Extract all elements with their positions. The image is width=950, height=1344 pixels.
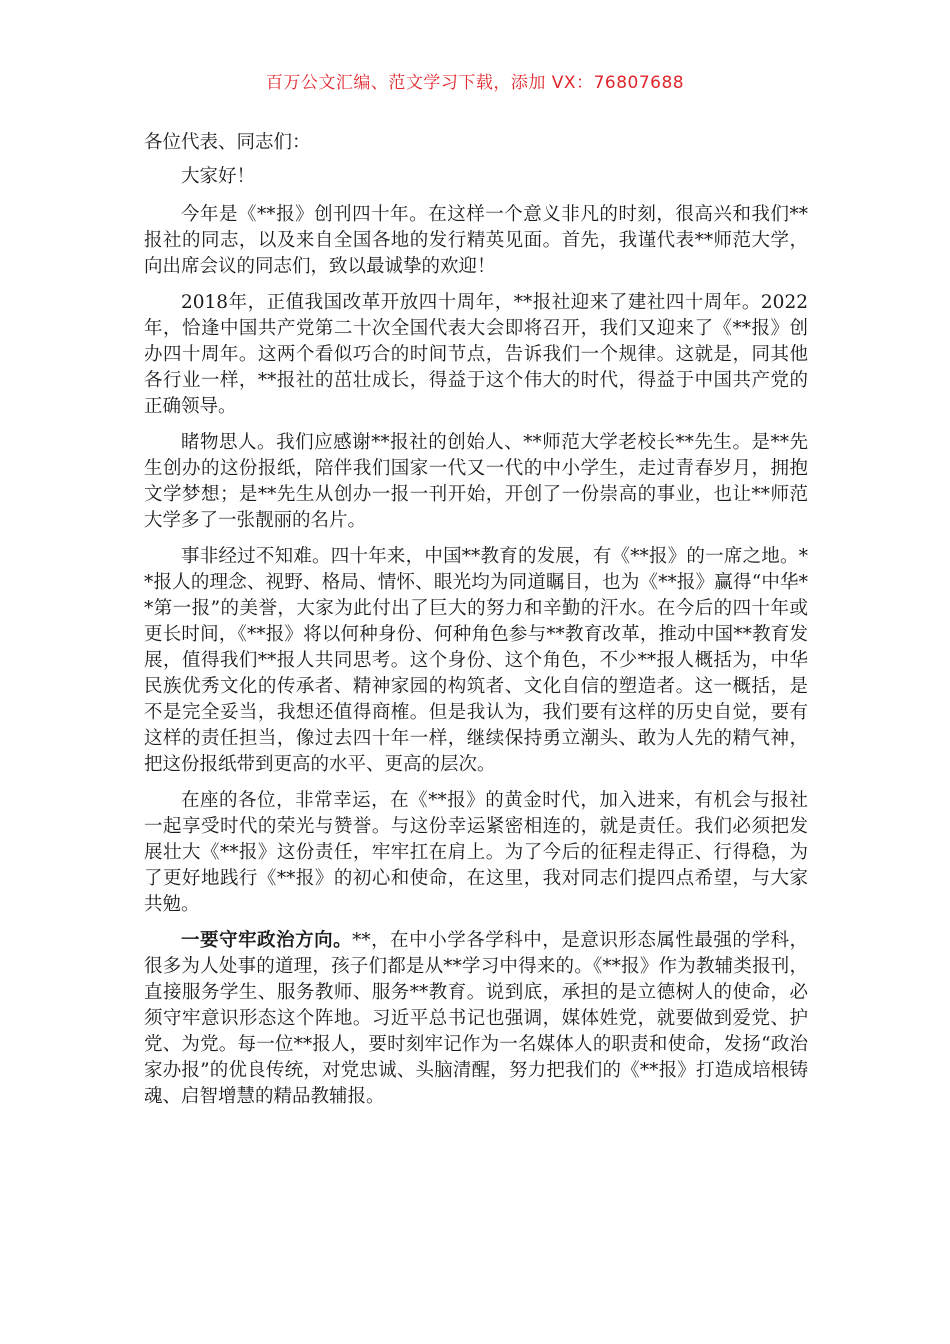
header-banner: 百万公文汇编、范文学习下载，添加 VX：76807688 <box>265 73 685 93</box>
paragraph-5: 在座的各位，非常幸运，在《**报》的黄金时代，加入进来，有机会与报社一起享受时代的荣光与赞誉。与这份幸运紧密相连的，就是责任。我们必须把发展壮大《**报》这份责任，牢牢扛在肩上。为了今后的征程走得正、行得稳，为了更好地践行《**报》的初心和使命，在这里，我对同志们提四点希望，与大家共勉。 <box>144 790 808 915</box>
point-one-text: **，在中小学各学科中，是意识形态属性最强的学科，很多为人处事的道理，孩子们都是从**学习中得来的。《**报》作为教辅类报刊，直接服务学生、服务教师、服务**教育。说到底，承担的是立德树人的使命，必须守牢意识形态这个阵地。习近平总书记也强调，媒体姓党，就要做到爱党、护党、为党。每一位**报人，要时刻牢记作为一名媒体人的职责和使命，发扬“政治家办报”的优良传统，对党忠诚、头脑清醒，努力把我们的《**报》打造成培根铸魂、启智增慧的精品教辅报。 <box>144 930 808 1107</box>
point-one-lead: 一要守牢政治方向。 <box>181 930 353 951</box>
point-one-paragraph <box>144 928 808 1110</box>
salutation: 各位代表、同志们： <box>144 132 311 153</box>
paragraph-1: 今年是《**报》创刊四十年。在这样一个意义非凡的时刻，很高兴和我们**报社的同志，以及来自全国各地的发行精英见面。首先，我谨代表**师范大学，向出席会议的同志们，致以最诚挚的欢迎！ <box>144 204 808 277</box>
paragraph-2: 2018年，正值我国改革开放四十周年，**报社迎来了建社四十周年。2022年，恰逢中国共产党第二十次全国代表大会即将召开，我们又迎来了《**报》创办四十周年。这两个看似巧合的时间节点，告诉我们一个规律。这就是，同其他各行业一样，**报社的茁壮成长，得益于这个伟大的时代，得益于中国共产党的正确领导。 <box>144 292 808 417</box>
paragraph-4: 事非经过不知难。四十年来，中国**教育的发展，有《**报》的一席之地。**报人的理念、视野、格局、情怀、眼光均为同道瞩目，也为《**报》赢得“中华**第一报”的美誉，大家为此付出了巨大的努力和辛勤的汗水。在今后的四十年或更长时间，《**报》将以何种身份、何种角色参与**教育改革，推动中国**教育发展，值得我们**报人共同思考。这个身份、这个角色，不少**报人概括为，中华民族优秀文化的传承者、精神家园的构筑者、文化自信的塑造者。这一概括，是不是完全妥当，我想还值得商榷。但是我认为，我们要有这样的历史自觉，要有这样的责任担当，像过去四十年一样，继续保持勇立潮头、敢为人先的精气神，把这份报纸带到更高的水平、更高的层次。 <box>144 546 808 775</box>
paragraph-3: 睹物思人。我们应感谢**报社的创始人、**师范大学老校长**先生。是**先生创办的这份报纸，陪伴我们国家一代又一代的中小学生，走过青春岁月，拥抱文学梦想；是**先生从创办一报一刊开始，开创了一份崇高的事业，也让**师范大学多了一张靓丽的名片。 <box>144 432 808 531</box>
document-body <box>144 130 808 1120</box>
greeting: 大家好！ <box>181 166 256 187</box>
